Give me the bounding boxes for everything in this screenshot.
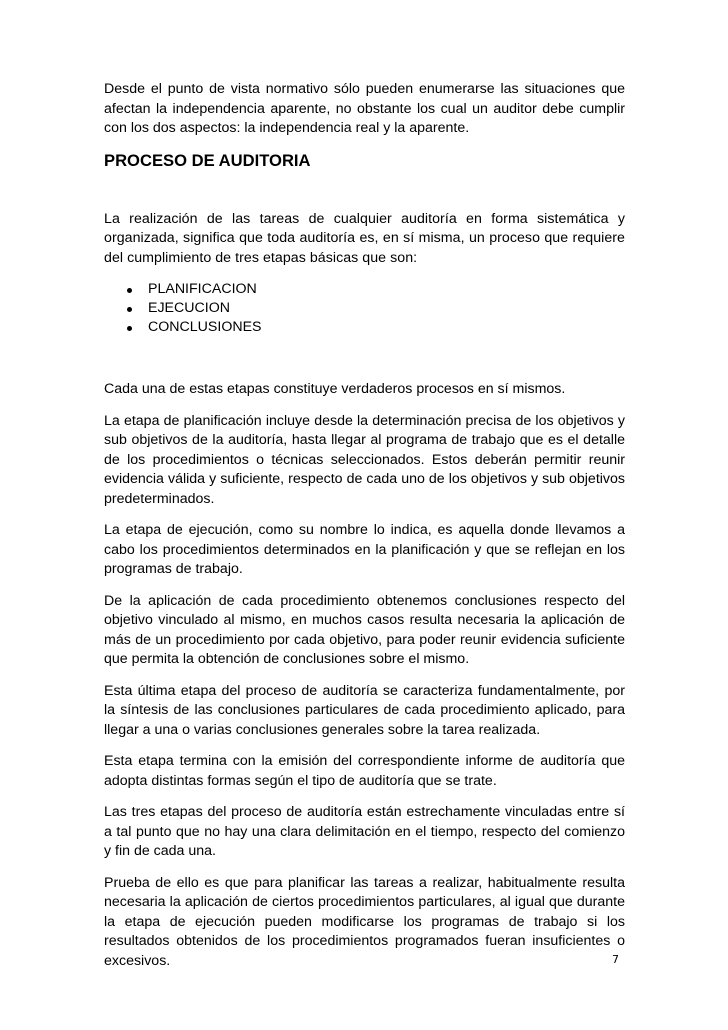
bullet-icon	[127, 326, 132, 331]
paragraph-planificacion: La etapa de planificación incluye desde la determinación precisa de los objetivos y sub objetivos de la auditoría, hasta llegar al programa de trabajo que es el detalle de los procedimientos o técnicas seleccionados. Estos deberán permitir reunir evidencia válida y suficiente, respecto de cada uno de los objetivos y sub objetivos predeterminados.	[104, 412, 625, 507]
paragraph-procedimiento: De la aplicación de cada procedimiento obtenemos conclusiones respecto del objetivo vinculado al mismo, en muchos casos resulta necesaria la aplicación de más de un procedimiento por cada objetivo, para poder reunir evidencia suficiente que permita la obtención de conclusiones sobre el mismo.	[104, 592, 625, 667]
list-item-planificacion	[104, 280, 625, 299]
paragraph-ultima-etapa: Esta última etapa del proceso de auditoría se caracteriza fundamentalmente, por la síntesis de las conclusiones particulares de cada procedimiento aplicado, para llegar a una o varias conclusiones generales sobre la tarea realizada.	[104, 682, 625, 738]
list-item-conclusiones	[104, 318, 625, 337]
section-heading: PROCESO DE AUDITORIA	[104, 150, 311, 170]
paragraph-intro: La realización de las tareas de cualquier auditoría en forma sistemática y organizada, significa que toda auditoría es, en sí misma, un proceso que requiere del cumplimiento de tres etapas básicas que son:	[104, 210, 625, 266]
list-item-ejecucion	[104, 299, 625, 318]
list-item-label: PLANIFICACION	[148, 281, 257, 297]
page-number: 7	[612, 953, 619, 966]
paragraph-informe: Esta etapa termina con la emisión del correspondiente informe de auditoría que adopta distintas formas según el tipo de auditoría que se trate.	[104, 753, 625, 789]
paragraph-prueba: Prueba de ello es que para planificar las tareas a realizar, habitualmente resulta necesaria la aplicación de ciertos procedimientos particulares, al igual que durante la etapa de ejecución pueden modificarse los programas de trabajo si los resultados obtenidos de los procedimientos programados fueran insuficientes o excesivos.	[104, 874, 625, 969]
paragraph-independence: Desde el punto de vista normativo sólo pueden enumerarse las situaciones que afectan la independencia aparente, no obstante los cual un auditor debe cumplir con los dos aspectos: la independencia real y la aparente.	[104, 81, 625, 136]
list-item-label: CONCLUSIONES	[148, 319, 262, 335]
paragraph-stages-processes: Cada una de estas etapas constituye verdaderos procesos en sí mismos.	[104, 381, 566, 397]
list-item-label: EJECUCION	[148, 300, 230, 316]
paragraph-ejecucion: La etapa de ejecución, como su nombre lo indica, es aquella donde llevamos a cabo los procedimientos determinados en la planificación y que se reflejan en los programas de trabajo.	[104, 522, 625, 577]
bullet-icon	[127, 288, 132, 293]
bullet-icon	[127, 307, 132, 312]
stages-list	[104, 280, 625, 337]
paragraph-vinculadas: Las tres etapas del proceso de auditoría están estrechamente vinculadas entre sí a tal punto que no hay una clara delimitación en el tiempo, respecto del comienzo y fin de cada una.	[104, 804, 625, 859]
document-page	[104, 80, 625, 983]
